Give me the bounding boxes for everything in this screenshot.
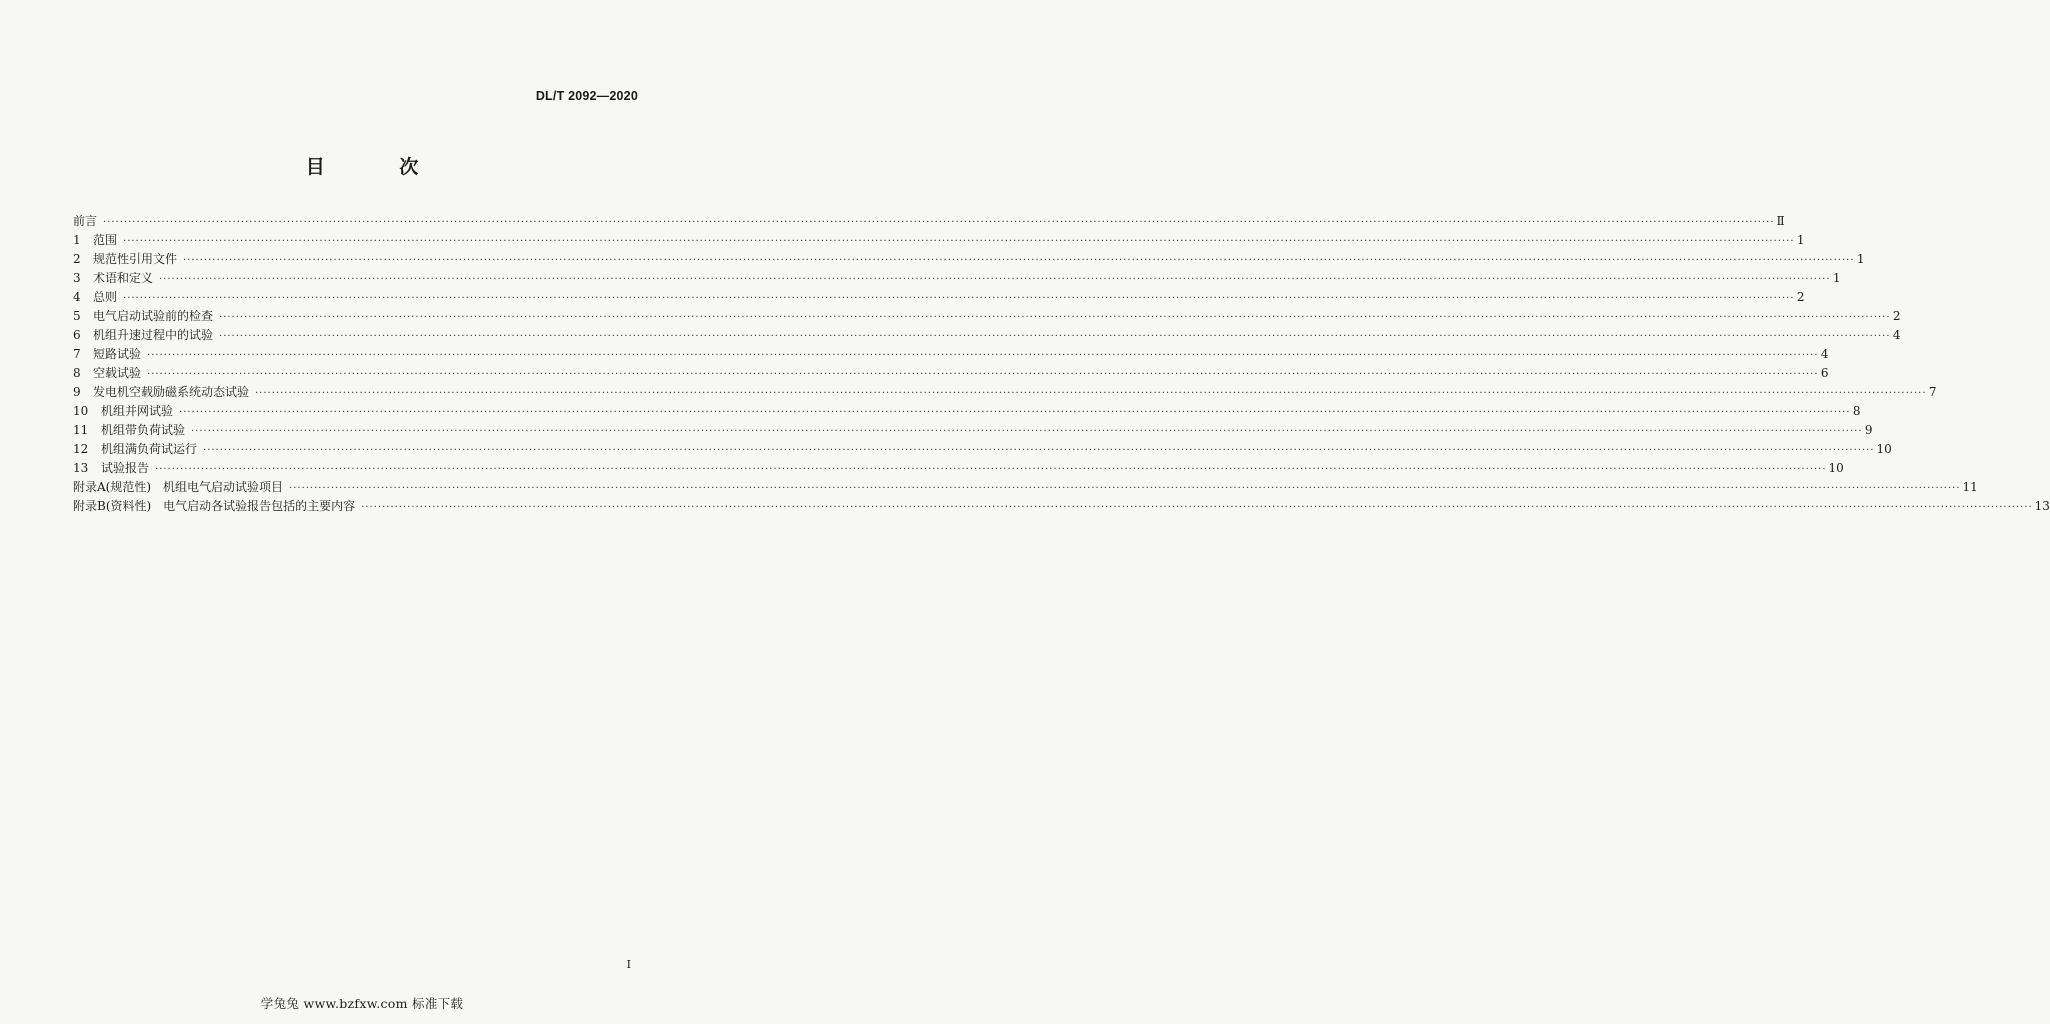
toc-entry-page: 10: [1828, 461, 1844, 475]
dot-leader: ················································································································································································································································································································································································································: [179, 407, 1851, 418]
toc-entry[interactable]: [73, 421, 1873, 440]
dot-leader: ················································································································································································································································································································································································································: [361, 502, 2033, 513]
toc-entry-label: 空载试验: [93, 366, 142, 380]
toc-entry[interactable]: [73, 402, 1861, 421]
dot-leader: ················································································································································································································································································································································································································: [147, 350, 1819, 361]
table-of-contents: [73, 212, 2050, 516]
toc-entry-label: 短路试验: [93, 347, 142, 361]
toc-entry-page: 9: [1864, 423, 1873, 437]
toc-entry-number: 13: [73, 461, 89, 475]
dot-leader: ················································································································································································································································································································································································································: [219, 312, 1891, 323]
toc-entry-label: 术语和定义: [93, 271, 154, 285]
toc-entry-number: 9: [73, 385, 81, 399]
dot-leader: ················································································································································································································································································································································································································: [123, 236, 1795, 247]
toc-entry-number: 3: [73, 271, 81, 285]
toc-entry-number: 1: [73, 233, 81, 247]
toc-entry-page: 1: [1832, 271, 1841, 285]
toc-entry-page: 13: [2034, 499, 2050, 513]
toc-entry-label: 总则: [93, 290, 118, 304]
toc-entry[interactable]: [73, 364, 1829, 383]
toc-entry-page: 4: [1820, 347, 1829, 361]
toc-entry-number: 6: [73, 328, 81, 342]
toc-entry-label: 机组带负荷试验: [101, 423, 186, 437]
toc-entry-label: 机组升速过程中的试验: [93, 328, 214, 342]
dot-leader: ················································································································································································································································································································································································································: [255, 388, 1927, 399]
toc-entry[interactable]: [73, 383, 1937, 402]
toc-entry-label: 机组并网试验: [101, 404, 174, 418]
toc-entry-label: 试验报告: [101, 461, 150, 475]
toc-entry-label: 机组满负荷试运行: [101, 442, 198, 456]
toc-entry[interactable]: [73, 269, 1841, 288]
document-code: DL/T 2092—2020: [535, 89, 638, 103]
toc-entry-number: 2: [73, 252, 81, 266]
toc-entry[interactable]: [73, 231, 1805, 250]
dot-leader: ················································································································································································································································································································································································································: [219, 331, 1891, 342]
toc-title: 目 次: [305, 156, 453, 178]
toc-entry[interactable]: [73, 497, 2050, 516]
toc-entry-page: 7: [1928, 385, 1937, 399]
toc-entry[interactable]: [73, 250, 1865, 269]
toc-entry[interactable]: [73, 345, 1829, 364]
dot-leader: ················································································································································································································································································································································································································: [123, 293, 1795, 304]
dot-leader: ················································································································································································································································································································································································································: [289, 483, 1961, 494]
dot-leader: ················································································································································································································································································································································································································: [147, 369, 1819, 380]
toc-entry-page: 8: [1852, 404, 1861, 418]
toc-entry-page: 11: [1962, 480, 1978, 494]
toc-entry-number: 4: [73, 290, 81, 304]
page-number: I: [626, 958, 631, 971]
toc-entry-label: 发电机空载励磁系统动态试验: [93, 385, 250, 399]
toc-entry-label: 前言: [73, 214, 98, 228]
toc-entry-number: 12: [73, 442, 89, 456]
toc-entry-page: 4: [1892, 328, 1901, 342]
toc-entry-page: 1: [1796, 233, 1805, 247]
toc-entry-label: 附录B(资料性) 电气启动各试验报告包括的主要内容: [73, 499, 356, 513]
toc-entry[interactable]: [73, 307, 1901, 326]
toc-entry-page: 2: [1892, 309, 1901, 323]
toc-entry[interactable]: [73, 459, 1844, 478]
toc-entry-number: 5: [73, 309, 81, 323]
toc-entry-page: Ⅱ: [1776, 214, 1785, 228]
toc-entry-page: 2: [1796, 290, 1805, 304]
toc-entry-page: 10: [1876, 442, 1892, 456]
toc-entry[interactable]: [73, 212, 1785, 231]
dot-leader: ················································································································································································································································································································································································································: [191, 426, 1863, 437]
toc-entry[interactable]: [73, 478, 1978, 497]
watermark-footer: 学兔兔 www.bzfxw.com 标准下载: [260, 996, 464, 1011]
toc-entry-page: 6: [1820, 366, 1829, 380]
toc-entry-label: 范围: [93, 233, 118, 247]
toc-entry-label: 电气启动试验前的检查: [93, 309, 214, 323]
toc-entry-number: 11: [73, 423, 89, 437]
toc-entry-label: 附录A(规范性) 机组电气启动试验项目: [73, 480, 284, 494]
toc-entry-number: 10: [73, 404, 89, 418]
toc-entry[interactable]: [73, 288, 1805, 307]
toc-entry-number: 7: [73, 347, 81, 361]
toc-entry-label: 规范性引用文件: [93, 252, 178, 266]
toc-entry-page: 1: [1856, 252, 1865, 266]
dot-leader: ················································································································································································································································································································································································································: [159, 274, 1831, 285]
toc-entry-number: 8: [73, 366, 81, 380]
dot-leader: ················································································································································································································································································································································································································: [203, 445, 1875, 456]
dot-leader: ················································································································································································································································································································································································································: [183, 255, 1855, 266]
dot-leader: ················································································································································································································································································································································································································: [103, 217, 1775, 228]
toc-entry[interactable]: [73, 326, 1901, 345]
dot-leader: ················································································································································································································································································································································································································: [155, 464, 1827, 475]
toc-entry[interactable]: [73, 440, 1892, 459]
